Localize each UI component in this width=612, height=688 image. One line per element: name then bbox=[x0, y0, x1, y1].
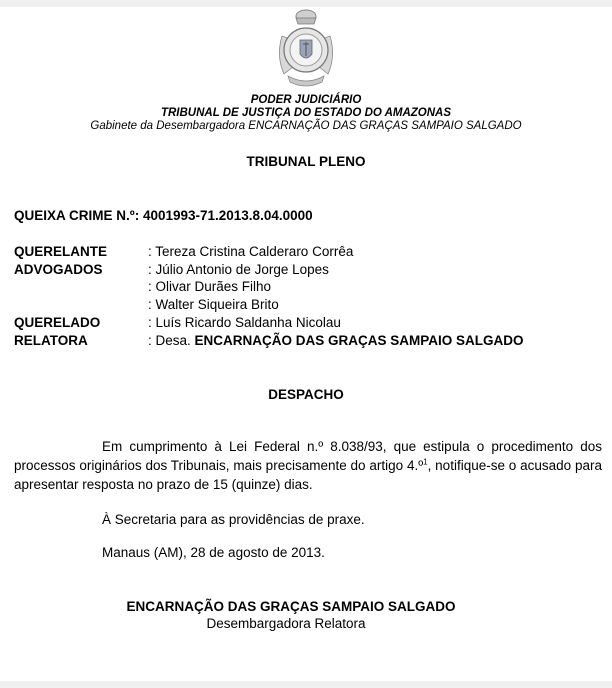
court-coat-of-arms-icon bbox=[274, 6, 338, 92]
case-label: QUEIXA CRIME N.º: bbox=[14, 208, 140, 223]
signature-name: ENCARNAÇÃO DAS GRAÇAS SAMPAIO SALGADO bbox=[126, 599, 456, 614]
relatora-value bbox=[148, 333, 524, 348]
querelado-label: QUERELADO bbox=[14, 315, 101, 330]
signature-role: Desembargadora Relatora bbox=[206, 616, 366, 631]
header-court-name: TRIBUNAL DE JUSTIÇA DO ESTADO DO AMAZONAS bbox=[160, 107, 452, 119]
advogados-label: ADVOGADOS bbox=[14, 262, 103, 277]
advogado-2: : Olivar Durães Filho bbox=[148, 279, 272, 294]
header-institution: PODER JUDICIÁRIO bbox=[250, 94, 362, 106]
advogado-3: : Walter Siqueira Brito bbox=[148, 297, 279, 312]
relatora-prefix: : Desa. bbox=[148, 333, 191, 348]
relatora-label: RELATORA bbox=[14, 333, 88, 348]
court-title: TRIBUNAL PLENO bbox=[246, 154, 366, 169]
date-line: Manaus (AM), 28 de agosto de 2013. bbox=[102, 545, 325, 560]
footnote-mark: 1 bbox=[423, 457, 428, 467]
despacho-paragraph: Em cumprimento à Lei Federal n.º 8.038/93, que estipula o procedimento dos processos originários dos Tribunais, mais precisamente do artigo 4.º$^1$, notifique-se o acusado para apresentar resposta no prazo de 15 (quinze) dias. bbox=[14, 439, 602, 492]
relatora-name: ENCARNAÇÃO DAS GRAÇAS SAMPAIO SALGADO bbox=[194, 333, 524, 348]
secretaria-line: À Secretaria para as providências de praxe. bbox=[102, 512, 365, 527]
case-number-line bbox=[14, 208, 313, 223]
bottom-margin bbox=[0, 681, 612, 688]
header-chamber: Gabinete da Desembargadora ENCARNAÇÃO DAS GRAÇAS SAMPAIO SALGADO bbox=[90, 120, 522, 132]
querelado-value: : Luís Ricardo Saldanha Nicolau bbox=[148, 315, 341, 330]
querelante-label: QUERELANTE bbox=[14, 244, 108, 259]
case-number: 4001993-71.2013.8.04.0000 bbox=[142, 208, 313, 223]
querelante-value: : Tereza Cristina Calderaro Corrêa bbox=[148, 244, 354, 259]
despacho-title: DESPACHO bbox=[268, 387, 344, 402]
advogado-1: : Júlio Antonio de Jorge Lopes bbox=[148, 262, 329, 277]
